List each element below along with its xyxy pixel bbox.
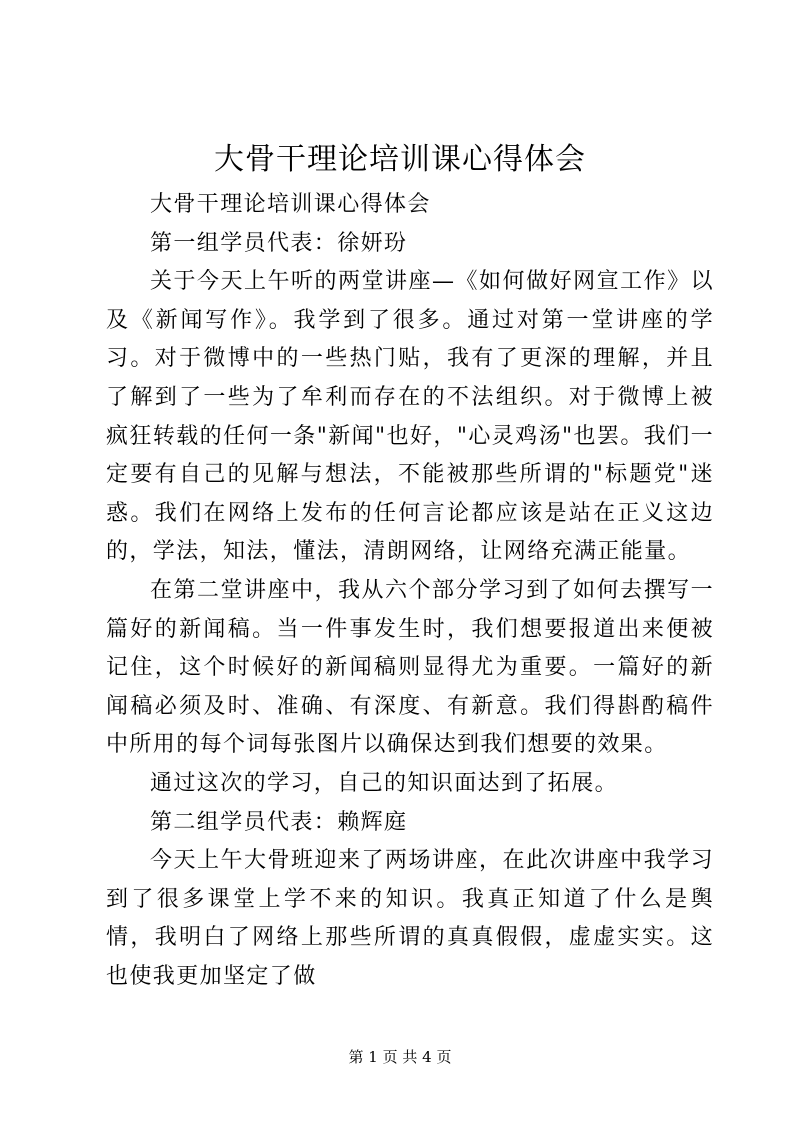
document-title: 大骨干理论培训课心得体会 bbox=[214, 142, 586, 177]
page-footer: 第 1 页 共 4 页 bbox=[348, 1048, 452, 1066]
document-body bbox=[106, 186, 714, 996]
paragraph-subtitle: 大骨干理论培训课心得体会 bbox=[150, 192, 431, 217]
paragraph-group2-representative: 第二组学员代表：赖辉庭 bbox=[150, 809, 408, 835]
paragraph-group1-body-1: 关于今天上午听的两堂讲座—《如何做好网宣工作》以及《新闻写作》。我学到了很多。通过对第一堂讲座的学习。对于微博中的一些热门贴，我有了更深的理解，并且了解到了一些为了牟利而存在的不法组织。对于微博上被疯狂转载的任何一条"新闻"也好，"心灵鸡汤"也罢。我们一定要有自己的见解与想法，不能被那些所谓的"标题党"迷惑。我们在网络上发布的任何言论都应该是站在正义这边的，学法，知法，懂法，清朗网络，让网络充满正能量。 bbox=[106, 269, 714, 565]
paragraph-group1-representative: 第一组学员代表：徐妍玢 bbox=[150, 230, 408, 256]
paragraph-group2-body: 今天上午大骨班迎来了两场讲座，在此次讲座中我学习到了很多课堂上学不来的知识。我真正知道了什么是舆情，我明白了网络上那些所谓的真真假假，虚虚实实。这也使我更加坚定了做 bbox=[106, 848, 714, 989]
paragraph-group1-body-2: 在第二堂讲座中，我从六个部分学习到了如何去撰写一篇好的新闻稿。当一件事发生时，我们想要报道出来便被记住，这个时候好的新闻稿则显得尤为重要。一篇好的新闻稿必须及时、准确、有深度、有新意。我们得斟酌稿件中所用的每个词每张图片以确保达到我们想要的效果。 bbox=[106, 577, 714, 758]
paragraph-group1-summary: 通过这次的学习，自己的知识面达到了拓展。 bbox=[150, 770, 619, 796]
